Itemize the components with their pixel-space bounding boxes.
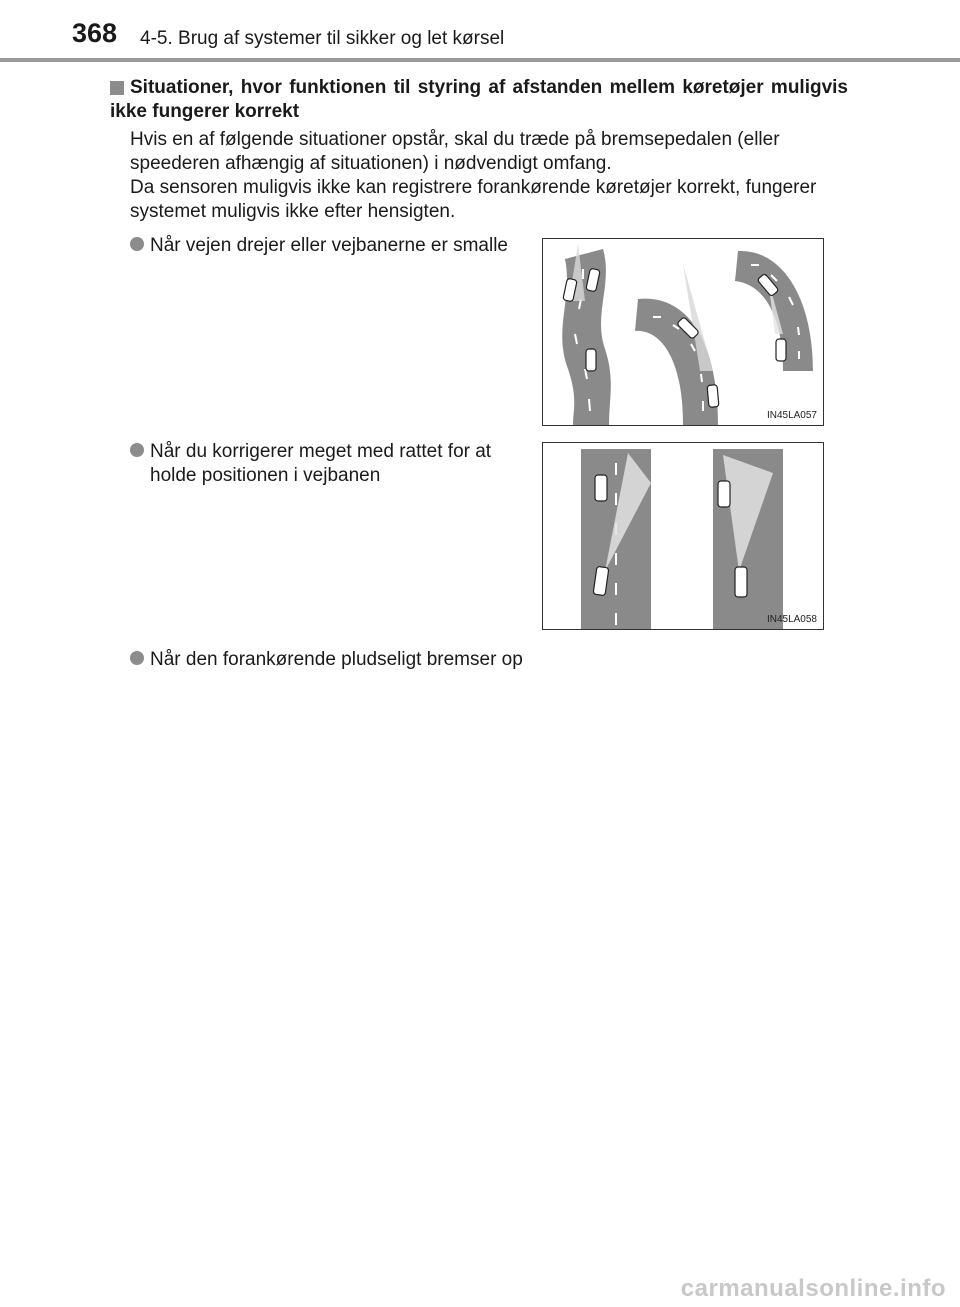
- figure-code: IN45LA057: [766, 410, 817, 421]
- bullet-item-1: [130, 234, 525, 258]
- paragraph-2: Da sensoren muligvis ikke kan registrere forankørende køretøjer korrekt, fungerer systemet muligvis ikke efter hensigten.: [130, 177, 817, 222]
- header-rule: [0, 58, 960, 62]
- body-paragraph: [130, 128, 850, 224]
- watermark: carmanualsonline.info: [680, 1275, 946, 1302]
- bullet-dot-icon: [130, 443, 144, 457]
- figure-curved-roads: [542, 238, 824, 426]
- bullet-item-2: [130, 440, 525, 488]
- curved-roads-illustration: [543, 239, 823, 425]
- paragraph-1: Hvis en af følgende situationer opstår, skal du træde på bremsepedalen (eller speederen afhængig af situationen) i nødvendigt omfang.: [130, 129, 780, 174]
- bullet-item-3: [130, 648, 830, 672]
- figure-straight-roads: [542, 442, 824, 630]
- section-heading-text: Situationer, hvor funktionen til styring af afstanden mellem køretøjer muligvis ikke fungerer korrekt: [110, 77, 848, 122]
- bullet-text: Når vejen drejer eller vejbanerne er smalle: [150, 235, 509, 256]
- page-number: 368: [72, 18, 118, 48]
- bullet-dot-icon: [130, 651, 144, 665]
- bullet-text: Når den forankørende pludseligt bremser op: [150, 649, 523, 670]
- bullet-text: Når du korrigerer meget med rattet for at holde positionen i vejbanen: [150, 441, 492, 486]
- bullet-dot-icon: [130, 237, 144, 251]
- straight-roads-illustration: [543, 443, 823, 629]
- chapter-title: 4-5. Brug af systemer til sikker og let kørsel: [140, 28, 505, 49]
- figure-code: IN45LA058: [766, 614, 817, 625]
- section-heading: [110, 76, 848, 124]
